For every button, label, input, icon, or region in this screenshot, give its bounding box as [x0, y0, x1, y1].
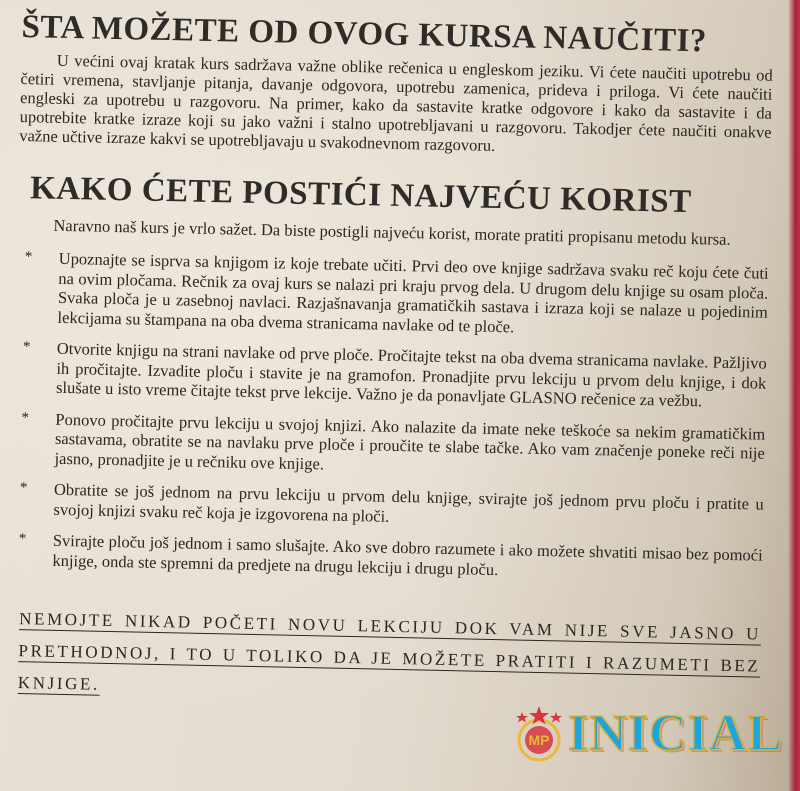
emblem-label: MP	[528, 732, 550, 748]
inicial-watermark	[508, 700, 784, 772]
asterisk-bullet-icon: *	[18, 531, 27, 548]
step-text: Svirajte ploču još jednom i samo slušajte. Ako sve dobro razumete i ako možete shvatiti misao bez pomoći knjige, onda ste spremni da predjete na drugu lekciju i drugu ploču.	[52, 530, 763, 579]
asterisk-bullet-icon: *	[19, 480, 28, 497]
book-spine-edge	[788, 0, 800, 791]
warning-notice: NEMOJTE NIKAD POČETI NOVU LEKCIJU DOK VAM NIJE SVE JASNO U PRETHODNOJ, I TO U TOLIKO DA JE MOŽETE PRATITI I RAZUMETI BEZ KNJIGE.	[17, 609, 762, 694]
step-item	[14, 338, 767, 412]
heading-what-you-learn: ŠTA MOŽETE OD OVOG KURSA NAUČITI?	[21, 8, 708, 60]
paragraph-course-method: Naravno naš kurs je vrlo sažet. Da biste postigli najveću korist, morate pratiti propisanu metodu kursa.	[53, 215, 731, 249]
heading-how-to-benefit: KAKO ĆETE POSTIĆI NAJVEĆU KORIST	[29, 170, 692, 221]
paragraph-what-you-learn: U većini ovaj kratak kurs sadržava važne oblike rečenica u engleskom jeziku. Vi ćete naučiti upotrebu od četiri vremena, stavljanje pitanja, davanje odgovora, upotrebu zamenica, prideva i priloga. Vi ćete naučiti engleski za upotrebu u razgovoru. Na primer, kako da sastavite kratke odgovore i kako da sastavite i da upotrebite kratke izraze koji su jako važni i stalno upotrebljavani u razgovoru. Takodjer ćete naučiti onakve važne učtive izraze kakvi se upotrebljavaju u svakodnevnom razgovoru.	[19, 50, 773, 155]
watermark-text: INICIAL	[568, 705, 784, 762]
mp-emblem-icon	[508, 704, 570, 766]
steps-list	[10, 248, 769, 585]
asterisk-bullet-icon: *	[21, 409, 30, 426]
page-content	[8, 8, 774, 715]
step-item	[15, 248, 768, 342]
asterisk-bullet-icon: *	[22, 339, 31, 356]
step-text: Obratite se još jednom na prvu lekciju u prvom delu knjige, svirajte još jednom prvu ploču i pratite u svojoj knjizi svaku reč koja je izgovorena na ploči.	[53, 479, 764, 526]
step-text: Ponovo pročitajte prvu lekciju u svojoj knjizi. Ako nalazite da imate neke teškoće sa nekim gramatičkim sastavama, obratite se na navlaku prve ploče i proučite te slabe tačke. Ako vam značenje poneke reči nije jasno, pronadjite je u rečniku ove knjige.	[54, 409, 766, 473]
step-item	[11, 479, 764, 534]
asterisk-bullet-icon: *	[24, 249, 33, 266]
step-item	[10, 530, 763, 585]
step-text: Otvorite knjigu na strani navlake od prve ploče. Pročitajte tekst na oba dvema stranicama navlake. Pažljivo ih pročitajte. Izvadite ploču i stavite je na gramofon. Pronadjite prvu lekciju u prvom delu knjige, i dok slušate u isto vreme čitajte tekst prve lekcije. Važno je da ponavljate GLASNO rečenice za vežbu.	[55, 338, 767, 411]
step-text: Upoznajte se isprva sa knjigom iz koje trebate učiti. Prvi deo ove knjige sadržava svaku reč koju ćete čuti na ovim pločama. Rečnik za ovaj kurs se nalazi pri kraju prvog dela. U drugom delu knjige su osam ploča. Svaka ploča je u zasebnoj navlaci. Razjašnavanja gramatičkih sastava i izraza koji se nalaze u pojedinim lekcijama su štampana na oba dvema stranicama navlake od te ploče.	[57, 248, 769, 336]
step-item	[12, 408, 765, 482]
